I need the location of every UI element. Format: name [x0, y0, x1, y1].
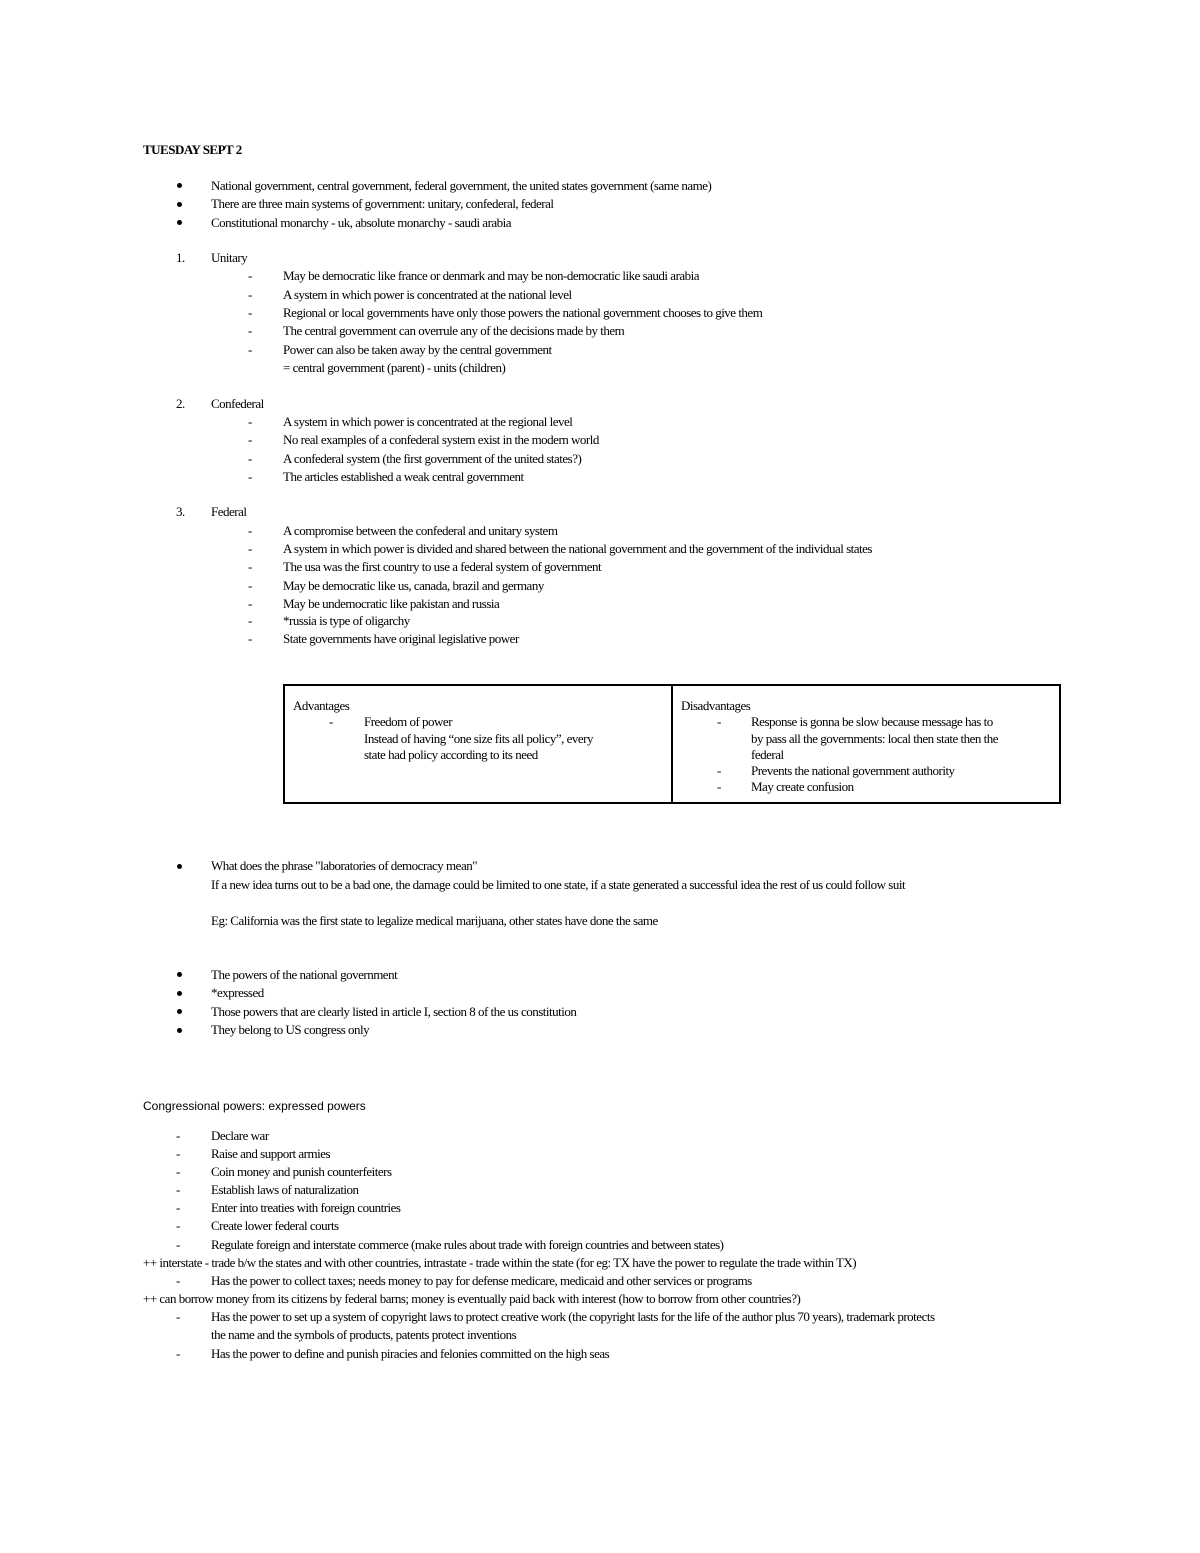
disadvantages-header: Disadvantages: [681, 698, 751, 713]
note-text: ++ interstate - trade b/w the states and with other countries, intrastate - trade within the state (for eg: TX have the power to regulate the trade within TX): [143, 1255, 857, 1270]
advantages-cell: [284, 685, 672, 803]
dash-marker: -: [176, 1218, 180, 1233]
example-text: Eg: California was the first state to legalize medical marijuana, other states have done the same: [211, 913, 658, 928]
list-item: Create lower federal courts: [211, 1218, 339, 1233]
section-heading: Congressional powers: expressed powers: [143, 1099, 366, 1113]
dash-marker: -: [248, 578, 252, 593]
list-item: Has the power to define and punish piracies and felonies committed on the high seas: [211, 1346, 610, 1361]
dash-marker: -: [176, 1237, 180, 1252]
list-item: May be democratic like us, canada, brazil and germany: [283, 578, 544, 593]
list-item: Freedom of power: [364, 714, 453, 729]
page-title: TUESDAY SEPT 2: [143, 142, 242, 157]
list-item: A system in which power is divided and shared between the national government and the government of the individual states: [283, 541, 872, 556]
list-item: state had policy according to its need: [364, 747, 538, 762]
list-item-continued: the name and the symbols of products, patents protect inventions: [211, 1327, 517, 1342]
dash-marker: -: [248, 541, 252, 556]
bullet-icon: [177, 220, 182, 225]
list-note: = central government (parent) - units (children): [283, 360, 506, 375]
dash-marker: -: [248, 596, 252, 611]
list-item: *russia is type of oligarchy: [283, 613, 410, 628]
answer-text: If a new idea turns out to be a bad one, the damage could be limited to one state, if a state generated a successful idea the rest of us could follow suit: [211, 877, 906, 892]
list-item: A confederal system (the first government of the united states?): [283, 451, 582, 466]
dash-marker: -: [248, 469, 252, 484]
note-text: ++ can borrow money from its citizens by federal barns; money is eventually paid back with interest (how to borrow from other countries?): [143, 1291, 801, 1306]
dash-marker: -: [248, 559, 252, 574]
dash-marker: -: [248, 631, 252, 646]
list-item: Has the power to set up a system of copyright laws to protect creative work (the copyright lasts for the life of the author plus 70 years), trademark protects: [211, 1309, 935, 1324]
dash-marker: -: [329, 714, 333, 729]
dash-marker: -: [176, 1146, 180, 1161]
advantages-table: [283, 684, 1061, 804]
dash-marker: -: [176, 1200, 180, 1215]
list-item: A system in which power is concentrated at the regional level: [283, 414, 573, 429]
list-item: Regional or local governments have only those powers the national government chooses to give them: [283, 305, 763, 320]
list-item: federal: [751, 747, 784, 762]
advantages-header: Advantages: [293, 698, 350, 713]
bullet-icon: [177, 1028, 182, 1033]
dash-marker: -: [248, 613, 252, 628]
list-item: The powers of the national government: [211, 967, 398, 982]
section-number: 1.: [176, 250, 185, 265]
list-item: Instead of having “one size fits all policy”, every: [364, 731, 593, 746]
section-heading: Federal: [211, 504, 247, 519]
dash-marker: -: [248, 432, 252, 447]
list-item: by pass all the governments: local then state then the: [751, 731, 999, 746]
list-item: Constitutional monarchy - uk, absolute monarchy - saudi arabia: [211, 215, 512, 230]
dash-marker: -: [176, 1273, 180, 1288]
dash-marker: -: [248, 287, 252, 302]
list-item: The central government can overrule any of the decisions made by them: [283, 323, 625, 338]
list-item: There are three main systems of government: unitary, confederal, federal: [211, 196, 554, 211]
list-item: State governments have original legislative power: [283, 631, 519, 646]
dash-marker: -: [176, 1309, 180, 1324]
bullet-icon: [177, 202, 182, 207]
list-item: A system in which power is concentrated at the national level: [283, 287, 572, 302]
list-item: Power can also be taken away by the central government: [283, 342, 552, 357]
list-item: Coin money and punish counterfeiters: [211, 1164, 392, 1179]
list-item: Response is gonna be slow because message has to: [751, 714, 993, 729]
bullet-icon: [177, 864, 182, 869]
list-item: Prevents the national government authority: [751, 763, 955, 778]
bullet-icon: [177, 972, 182, 977]
question-text: What does the phrase "laboratories of democracy mean": [211, 858, 478, 873]
dash-marker: -: [717, 779, 721, 794]
list-item: A compromise between the confederal and unitary system: [283, 523, 558, 538]
dash-marker: -: [248, 305, 252, 320]
list-item: May be democratic like france or denmark and may be non-democratic like saudi arabia: [283, 268, 700, 283]
dash-marker: -: [176, 1164, 180, 1179]
list-item: May be undemocratic like pakistan and russia: [283, 596, 500, 611]
section-heading: Unitary: [211, 250, 248, 265]
dash-marker: -: [248, 342, 252, 357]
disadvantages-cell: [672, 685, 1060, 803]
dash-marker: -: [248, 451, 252, 466]
list-item: Raise and support armies: [211, 1146, 331, 1161]
list-item: Declare war: [211, 1128, 269, 1143]
dash-marker: -: [248, 323, 252, 338]
list-item: Establish laws of naturalization: [211, 1182, 359, 1197]
list-item: Those powers that are clearly listed in article I, section 8 of the us constitution: [211, 1004, 577, 1019]
dash-marker: -: [717, 763, 721, 778]
dash-marker: -: [717, 714, 721, 729]
list-item: National government, central government, federal government, the united states government (same name): [211, 178, 712, 193]
list-item: No real examples of a confederal system exist in the modern world: [283, 432, 599, 447]
section-number: 2.: [176, 396, 185, 411]
section-heading: Confederal: [211, 396, 264, 411]
dash-marker: -: [248, 523, 252, 538]
dash-marker: -: [248, 268, 252, 283]
dash-marker: -: [176, 1128, 180, 1143]
list-item: Regulate foreign and interstate commerce (make rules about trade with foreign countries and between states): [211, 1237, 724, 1252]
list-item: *expressed: [211, 985, 264, 1000]
dash-marker: -: [248, 414, 252, 429]
section-number: 3.: [176, 504, 185, 519]
list-item: May create confusion: [751, 779, 854, 794]
list-item: The articles established a weak central government: [283, 469, 524, 484]
bullet-icon: [177, 183, 182, 188]
list-item: The usa was the first country to use a federal system of government: [283, 559, 602, 574]
bullet-icon: [177, 991, 182, 996]
list-item: Enter into treaties with foreign countries: [211, 1200, 401, 1215]
list-item: They belong to US congress only: [211, 1022, 370, 1037]
bullet-icon: [177, 1009, 182, 1014]
list-item: Has the power to collect taxes; needs money to pay for defense medicare, medicaid and other services or programs: [211, 1273, 752, 1288]
dash-marker: -: [176, 1346, 180, 1361]
dash-marker: -: [176, 1182, 180, 1197]
